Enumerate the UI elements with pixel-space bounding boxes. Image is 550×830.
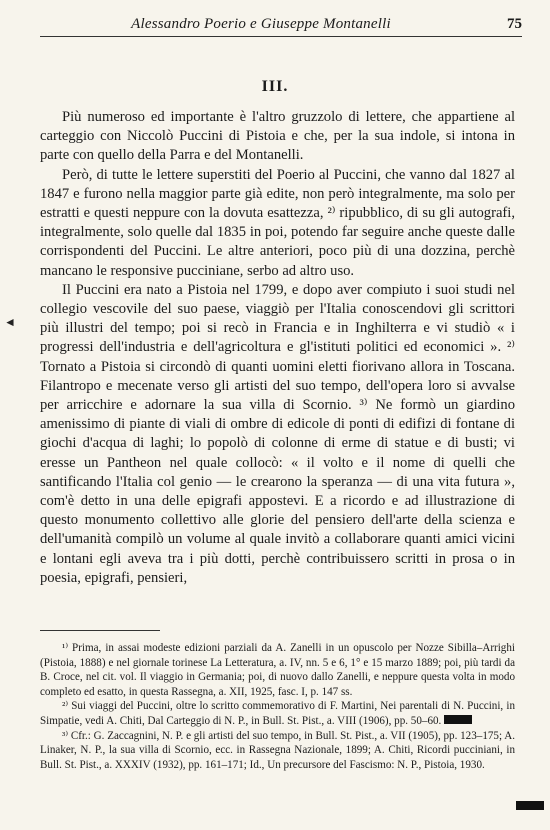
paragraph: Però, di tutte le lettere superstiti del Poerio al Puccini, che vanno dal 1827 al 1847 e furono nella maggior parte già edite, non però integralmente, ma solo per estratti e questi neppure con la dovuta esattezza, ²⁾ ripubblico, di su gli autografi, integralmente, solo quelle dal 1835 in poi, potendo far seguire anche queste dalle corrispondenti del Puccini. Le altre anteriori, poco più di una dozzina, perchè mancano le responsive pucciniane, serbo ad altro uso.: [40, 166, 515, 279]
redaction-mark: [444, 715, 472, 724]
footnote: ³⁾ Cfr.: G. Zaccagnini, N. P. e gli artisti del suo tempo, in Bull. St. Pist., a. VII (1905), pp. 123–175; A. Linaker, N. P., la sua villa di Scornio, ecc. in Rassegna Nazionale, 1899; A. Chiti, Ricordi pucciniani, in Bull. St. Pist., a. XXXIV (1932), pp. 161–171; Id., Un precursore del Fascismo: N. P., Pistoia, 1930.: [40, 729, 515, 771]
page-number: 75: [507, 16, 522, 32]
footnotes: [40, 641, 515, 772]
paragraph: Il Puccini era nato a Pistoia nel 1799, e dopo aver compiuto i suoi studi nel collegio vescovile del suo paese, viaggiò per l'Italia conoscendovi gli scrittori più illustri del tempo; poi si recò in Francia e in Inghilterra e vi studiò « i progressi dell'industria e dell'agricoltura e gl'istituti politici ed economici ». ²⁾ Tornato a Pistoia si circondò di quanti uomini eletti fiorivano allora in Toscana. Filantropo e mecenate verso gli artisti del suo tempo, dell'opera loro si avvalse per arricchire e adornare la sua villa di Scornio. ³⁾ Ne formò un giardino amenissimo di piante di viali di ombre di edicole di ponti di edifizi di fontane di giochi d'acqua di laghi; lo popolò di colonne di erme di statue e di busti; vi eresse un Pantheon nel quale collocò: « il volto e il nome di quelli che santificando l'Italia col genio — le crearono la speranza — di una vita futura », com'è detto in una delle epigrafi appostevi. E a ricordo e ad illustrazione di questo monumento collettivo alle glorie del pensiero dell'arte della scienza e dell'umanità compilò un volume al quale invitò a collaborare quanti amici vicini e lontani egli aveva tra i più dotti, perchè contribuissero scritti in prosa o in poesia, epigrafi, pensieri,: [40, 281, 515, 586]
footnote-text: ²⁾ Sui viaggi del Puccini, oltre lo scritto commemorativo di F. Martini, Nei parentali di N. Puccini, in Simpatie, vedi A. Chiti, Dal Carteggio di N. P., in Bull. St. Pist., a. VIII (1906), pp. 50–60.: [40, 700, 515, 727]
section-title: III.: [261, 78, 289, 95]
footnote-divider: [40, 630, 160, 631]
paragraph: Più numeroso ed importante è l'altro gruzzolo di lettere, che appartiene al carteggio con Niccolò Puccini di Pistoia e che, per la sua indole, si intona in parte con quello della Parra e del Montanelli.: [40, 109, 515, 164]
footnote: ¹⁾ Prima, in assai modeste edizioni parziali da A. Zanelli in un opuscolo per Nozze Sibilla–Arrighi (Pistoia, 1888) e nel giornale torinese La Letteratura, a. IV, nn. 5 e 6, 1° e 15 marzo 1889; poi, più tardi da B. Croce, nel cit. vol. Il viaggio in Germania; poi, di nuovo dallo Zanelli, e neppure questa volta in modo completo ed esatto, in questa Rassegna, a. XII, 1925, fasc. I, p. 147 ss.: [40, 642, 515, 698]
page-header: [40, 16, 522, 37]
footnote-item: [40, 699, 515, 728]
body-text: [40, 108, 515, 588]
margin-arrow-icon: ◄: [4, 315, 16, 329]
running-head: Alessandro Poerio e Giuseppe Montanelli: [131, 16, 391, 32]
redaction-mark: [516, 801, 544, 810]
